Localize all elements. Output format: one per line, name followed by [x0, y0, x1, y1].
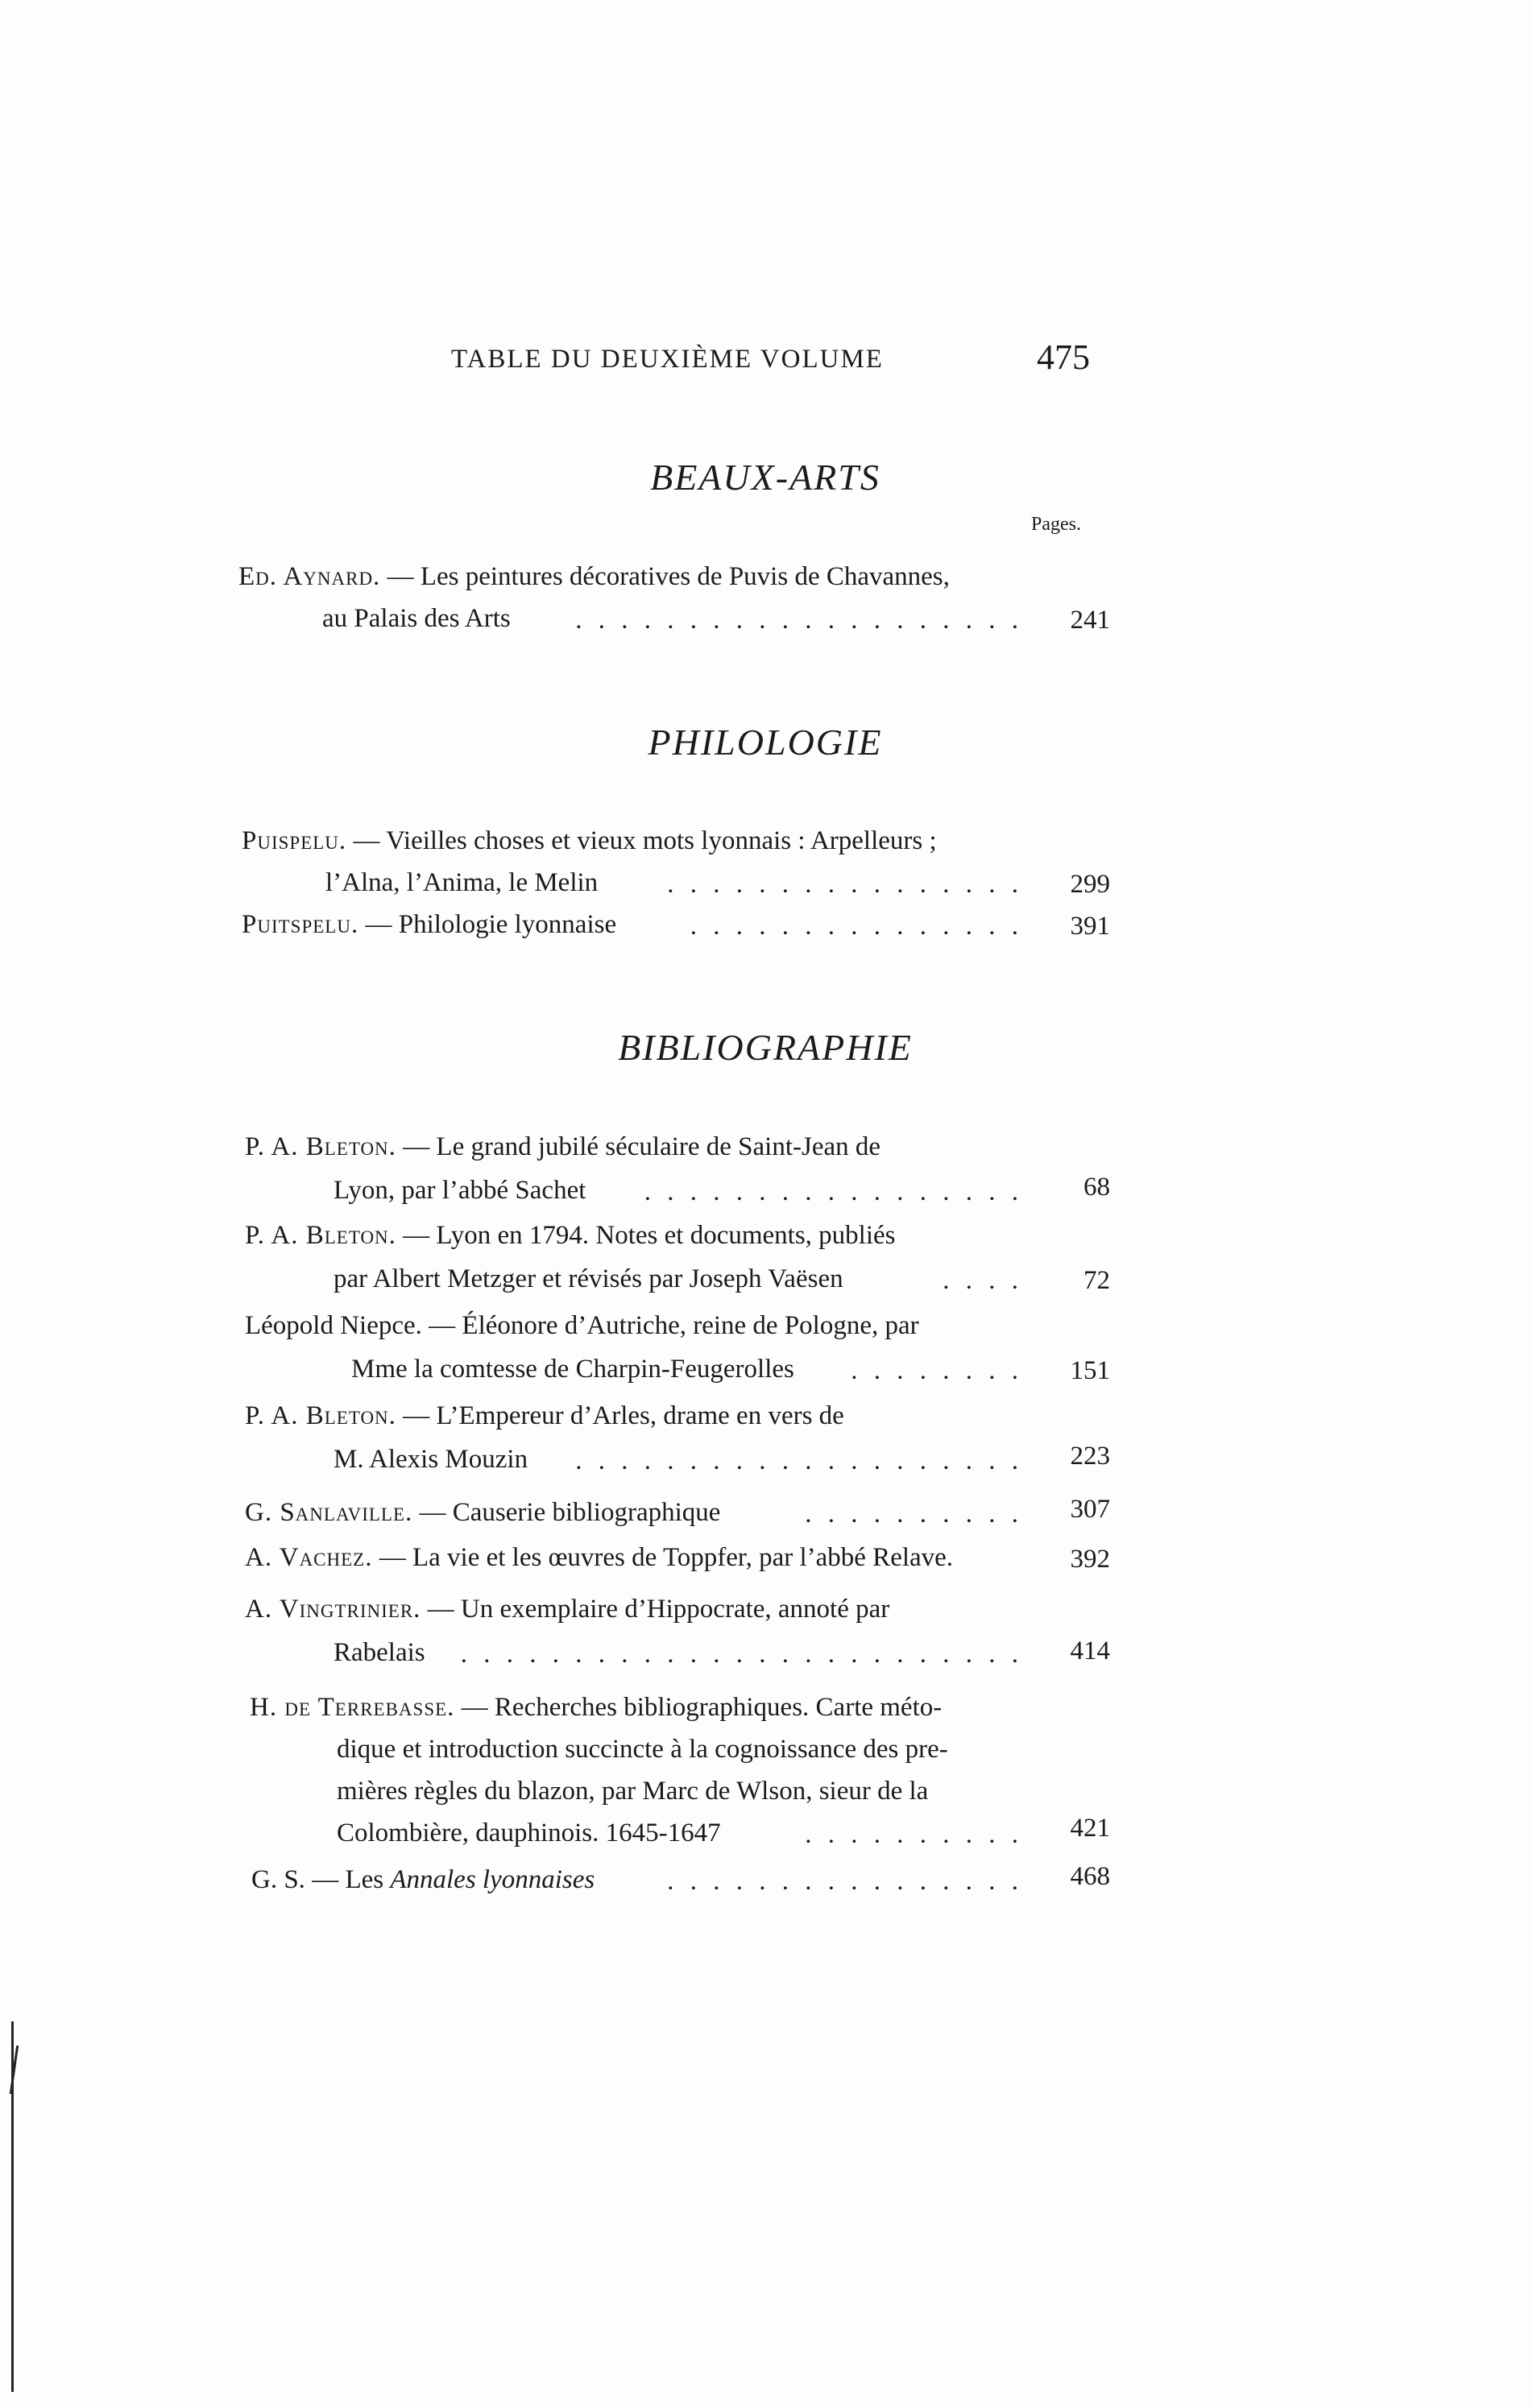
pages-column-label: Pages. — [1031, 514, 1081, 535]
entry-author: Léopold Niepce. — [245, 1311, 422, 1340]
entry-author: G. Sanlaville. — [245, 1498, 413, 1527]
entry-text-line: mières règles du blazon, par Marc de Wlson, sieur de la — [337, 1777, 929, 1806]
entry-text-line: — Les peintures décoratives de Puvis de Chavannes, — [387, 562, 950, 591]
section-title-beaux-arts: BEAUX-ARTS — [650, 457, 880, 498]
entry-page: 414 — [1070, 1636, 1110, 1665]
entry-text-line: Lyon, par l’abbé Sachet — [334, 1176, 586, 1205]
entry-page: 151 — [1070, 1356, 1110, 1385]
entry-text-line: Rabelais — [334, 1638, 425, 1667]
entry-page: 72 — [1083, 1266, 1110, 1295]
dot-leader — [838, 1356, 1023, 1388]
entry-text-line: Mme la comtesse de Charpin-Feugerolles — [351, 1355, 794, 1384]
entry-text-line: — Éléonore d’Autriche, reine de Pologne, par — [429, 1311, 919, 1340]
dot-leader — [661, 1867, 1023, 1899]
entry-author: P. A. Bleton. — [245, 1132, 396, 1161]
entry-page: 307 — [1070, 1495, 1110, 1524]
entry-page: 68 — [1083, 1173, 1110, 1202]
entry-text-line: au Palais des Arts — [322, 604, 511, 633]
entry-page: 468 — [1070, 1862, 1110, 1891]
page-number: 475 — [1037, 337, 1090, 377]
entry-author: G. S. — [251, 1865, 305, 1894]
entry-page: 392 — [1070, 1545, 1110, 1574]
dot-leader — [798, 1500, 1023, 1532]
margin-binding-tick — [2, 2046, 19, 2094]
entry-text-line: — L’Empereur d’Arles, drame en vers de — [403, 1401, 844, 1430]
entry-page: 299 — [1070, 870, 1110, 899]
entry-text-line: — Lyon en 1794. Notes et documents, publiés — [403, 1221, 896, 1250]
entry-text-line: — Le grand jubilé séculaire de Saint-Jean de — [403, 1132, 881, 1161]
entry-text-line: par Albert Metzger et révisés par Joseph Vaësen — [334, 1264, 843, 1293]
entry-text-line: — Les — [312, 1865, 384, 1894]
entry-text-line: — La vie et les œuvres de Toppfer, par l’abbé Relave. — [379, 1543, 954, 1572]
dot-leader — [926, 1266, 1023, 1298]
entry-page: 421 — [1070, 1814, 1110, 1843]
entry-text-line: Colombière, dauphinois. 1645-1647 — [337, 1818, 721, 1847]
entry-text-line: — Causerie bibliographique — [419, 1498, 721, 1527]
entry-author: P. A. Bleton. — [245, 1401, 396, 1430]
entry-text-line: Annales lyonnaises — [390, 1865, 595, 1894]
section-title-bibliographie: BIBLIOGRAPHIE — [618, 1027, 913, 1068]
entry-author: Ed. Aynard. — [238, 562, 381, 591]
entry-page: 241 — [1070, 606, 1110, 635]
running-head — [451, 337, 1096, 385]
entry-author: A. Vachez. — [245, 1543, 373, 1572]
entry-text-line: l’Alna, l’Anima, le Melin — [325, 868, 599, 897]
entry-text-line: — Un exemplaire d’Hippocrate, annoté par — [427, 1595, 890, 1624]
dot-leader — [685, 912, 1023, 944]
dot-leader — [653, 870, 1023, 902]
section-title-philologie: PHILOLOGIE — [648, 722, 883, 763]
dot-leader — [451, 1640, 1023, 1672]
entry-text-line: — Philologie lyonnaise — [365, 910, 617, 939]
entry-author: A. Vingtrinier. — [245, 1595, 421, 1624]
entry-text-line: — Vieilles choses et vieux mots lyonnais : Arpelleurs ; — [353, 826, 937, 855]
dot-leader — [564, 606, 1023, 638]
dot-leader — [789, 1820, 1023, 1852]
dot-leader — [644, 1177, 1023, 1210]
entry-author: Puitspelu. — [242, 910, 359, 939]
running-head-title: TABLE DU DEUXIÈME VOLUME — [451, 345, 884, 374]
entry-author: H. de Terrebasse. — [250, 1693, 455, 1722]
entry-page: 223 — [1070, 1442, 1110, 1471]
entry-author: Puispelu. — [242, 826, 347, 855]
entry-text-line: dique et introduction succincte à la cognoissance des pre- — [337, 1735, 948, 1764]
dot-leader — [564, 1446, 1023, 1479]
entry-page: 391 — [1070, 912, 1110, 941]
entry-text-line: — Recherches bibliographiques. Carte méto- — [461, 1693, 943, 1722]
entry-author: P. A. Bleton. — [245, 1221, 396, 1250]
entry-text-line: M. Alexis Mouzin — [334, 1445, 528, 1474]
